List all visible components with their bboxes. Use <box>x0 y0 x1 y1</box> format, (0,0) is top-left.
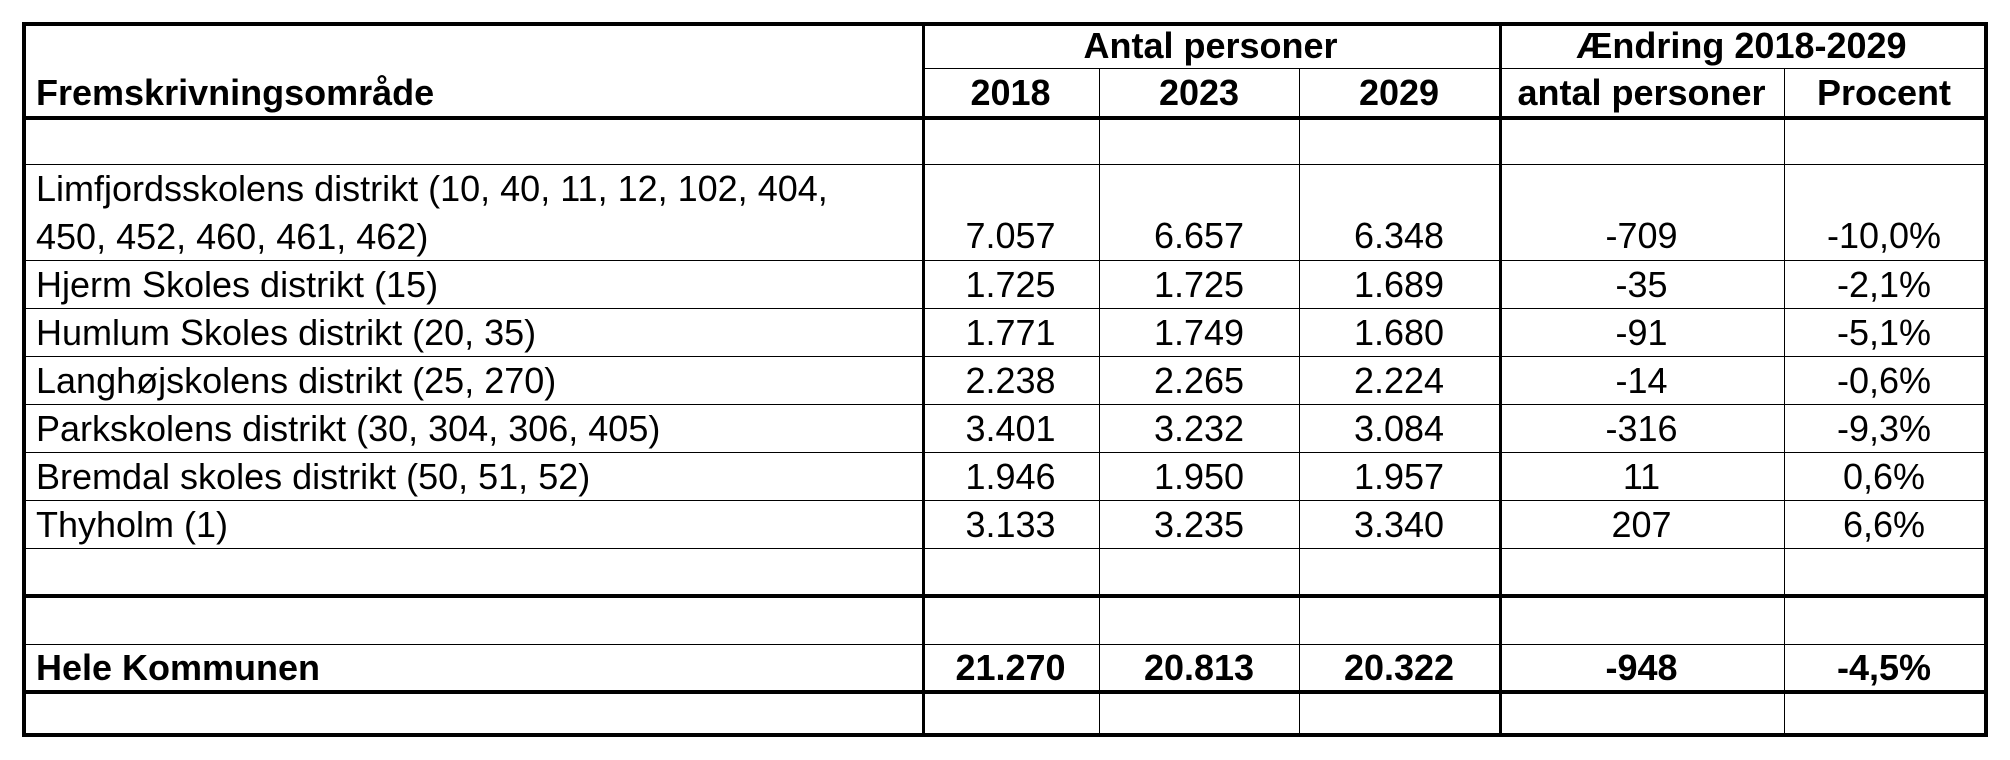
group-header-antal-personer: Antal personer <box>1083 25 1338 66</box>
cell-percent: 0,6% <box>1842 455 1926 497</box>
cell-2029: 1.957 <box>1353 455 1445 497</box>
cell-2018: 2.238 <box>965 359 1056 401</box>
cell-2018: 3.133 <box>965 503 1056 545</box>
cell-percent: -2,1% <box>1836 263 1932 305</box>
cell-2023: 3.232 <box>1153 407 1245 449</box>
cell-change: -14 <box>1615 359 1668 401</box>
cell-2023: 1.725 <box>1153 263 1245 305</box>
section-border <box>26 594 1984 598</box>
table-row-name: Thyholm (1) <box>36 503 229 545</box>
total-row-name: Hele Kommunen <box>36 646 321 688</box>
cell-change: -709 <box>1605 215 1678 256</box>
cell-percent: -10,0% <box>1826 215 1942 256</box>
cell-change: 207 <box>1611 503 1672 545</box>
cell-2029: 3.084 <box>1353 407 1445 449</box>
table-row-name: Humlum Skoles distrikt (20, 35) <box>36 311 537 353</box>
cell-percent: -5,1% <box>1836 311 1932 353</box>
cell-2023: 1.950 <box>1153 455 1245 497</box>
cell-percent: 6,6% <box>1842 503 1926 545</box>
group-header-aendring: Ændring 2018-2029 <box>1576 25 1907 66</box>
cell-percent: -9,3% <box>1836 407 1932 449</box>
cell-2029: 1.680 <box>1353 311 1445 353</box>
cell-2023: 6.657 <box>1153 215 1245 256</box>
table-row-name <box>26 165 922 260</box>
cell-percent: -0,6% <box>1836 359 1932 401</box>
population-table <box>22 22 1988 737</box>
table-row-name: Langhøjskolens distrikt (25, 270) <box>36 359 557 401</box>
total-percent: -4,5% <box>1836 646 1932 688</box>
column-header-percent: Procent <box>1816 72 1952 113</box>
cell-change: -316 <box>1605 407 1678 449</box>
total-2029: 20.322 <box>1343 646 1455 688</box>
cell-2018: 1.771 <box>965 311 1056 353</box>
column-header-2029: 2029 <box>1358 72 1440 113</box>
cell-2029: 3.340 <box>1353 503 1445 545</box>
table-row-name: Hjerm Skoles distrikt (15) <box>36 263 439 305</box>
cell-change: -91 <box>1615 311 1668 353</box>
total-2018: 21.270 <box>955 646 1066 688</box>
cell-2023: 3.235 <box>1153 503 1245 545</box>
table-row-name: Parkskolens distrikt (30, 304, 306, 405) <box>36 407 661 449</box>
cell-change: -35 <box>1615 263 1668 305</box>
table-row-name: Bremdal skoles distrikt (50, 51, 52) <box>36 455 591 497</box>
row-name-line: Limfjordsskolens distrikt (10, 40, 11, 12, 102, 404, <box>36 168 828 209</box>
cell-2023: 1.749 <box>1153 311 1245 353</box>
cell-2023: 2.265 <box>1153 359 1245 401</box>
cell-2029: 6.348 <box>1353 215 1445 256</box>
column-header-area: Fremskrivningsområde <box>36 72 435 113</box>
cell-change: 11 <box>1622 455 1661 497</box>
total-2023: 20.813 <box>1143 646 1255 688</box>
cell-2018: 1.946 <box>965 455 1056 497</box>
cell-2018: 7.057 <box>965 215 1056 256</box>
total-change: -948 <box>1605 646 1678 688</box>
cell-2018: 1.725 <box>965 263 1056 305</box>
cell-2029: 2.224 <box>1353 359 1445 401</box>
column-header-change-persons: antal personer <box>1517 72 1766 113</box>
column-header-2023: 2023 <box>1158 72 1240 113</box>
cell-2018: 3.401 <box>965 407 1056 449</box>
row-name-line: 450, 452, 460, 461, 462) <box>36 216 429 257</box>
cell-2029: 1.689 <box>1353 263 1445 305</box>
column-header-2018: 2018 <box>970 72 1051 113</box>
